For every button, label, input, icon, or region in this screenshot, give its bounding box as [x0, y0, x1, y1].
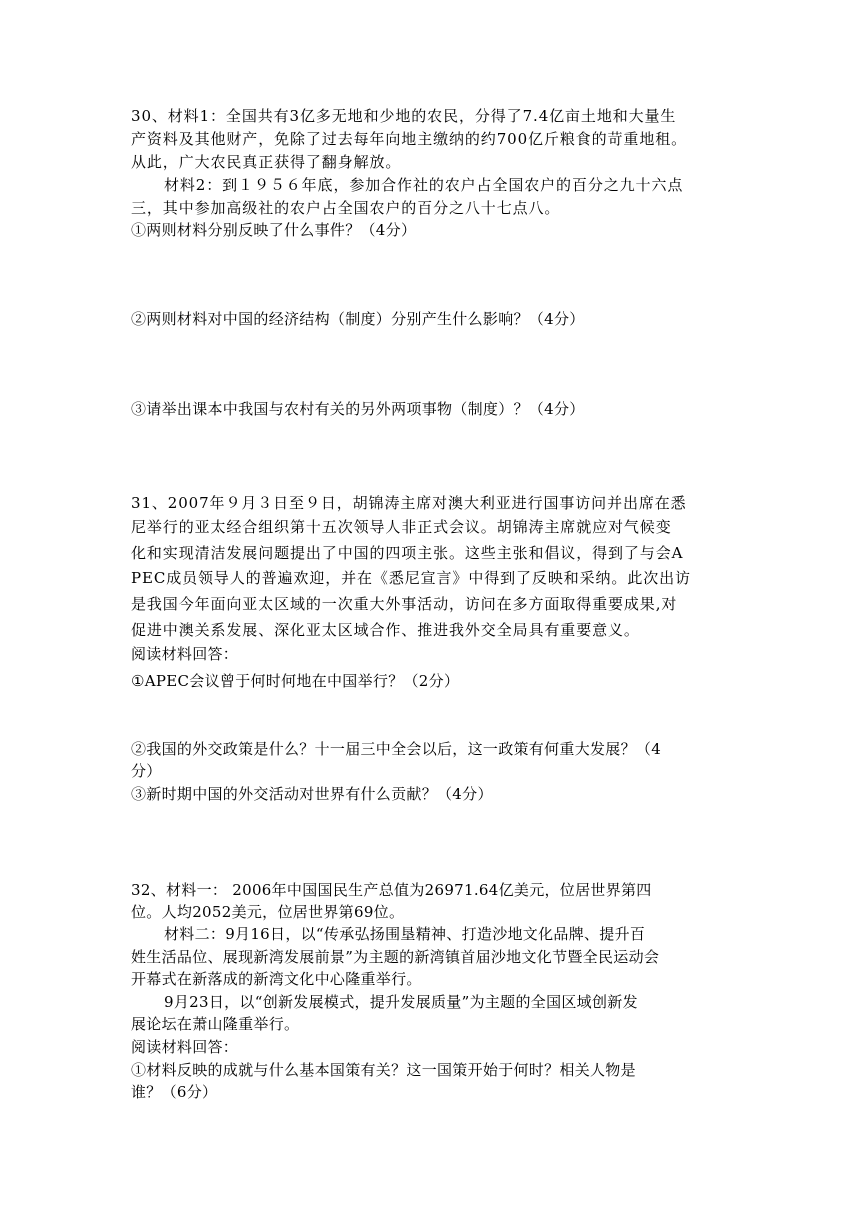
q32-question-1-line-2: 谁？（6分）: [131, 1083, 218, 1101]
q30-material-2-line-1: 材料2：到１９５６年底，参加合作社的农户占全国农户的百分之九十六点: [164, 176, 684, 194]
q30-material-1-line-1: 30、材料1：全国共有3亿多无地和少地的农民，分得了7.4亿亩土地和大量生: [131, 107, 677, 125]
q32-material-1-line-2: 位。人均2052美元，位居世界第69位。: [131, 903, 405, 921]
q31-question-3: ③新时期中国的外交活动对世界有什么贡献？（4分）: [131, 785, 493, 803]
q30-material-1-line-3: 从此，广大农民真正获得了翻身解放。: [131, 153, 402, 171]
q32-material-2-line-1: 材料二：9月16日，以“传承弘扬围垦精神、打造沙地文化品牌、提升百: [164, 925, 646, 943]
q32-material-2-line-3: 开幕式在新落成的新湾文化中心隆重举行。: [131, 970, 422, 988]
q31-read-instruction: 阅读材料回答：: [131, 645, 239, 663]
q31-material-line-3: 化和实现清洁发展问题提出了中国的四项主张。这些主张和倡议，得到了与会A: [131, 544, 684, 562]
q31-material-line-2: 尼举行的亚太经合组织第十五次领导人非正式会议。胡锦涛主席就应对气候变: [131, 518, 672, 536]
q31-question-2-line-2: 分）: [131, 762, 162, 780]
q31-material-line-5: 是我国今年面向亚太区域的一次重大外事活动，访问在多方面取得重要成果,对: [131, 595, 678, 613]
q30-question-2: ②两则材料对中国的经济结构（制度）分别产生什么影响？（4分）: [131, 310, 585, 328]
q32-read-instruction: 阅读材料回答：: [131, 1038, 239, 1056]
q30-question-3: ③请举出课本中我国与农村有关的另外两项事物（制度）？（4分）: [131, 400, 585, 418]
q32-material-3-line-2: 展论坛在萧山隆重举行。: [131, 1015, 300, 1033]
q32-material-1-line-1: 32、材料一： 2006年中国国民生产总值为26971.64亿美元，位居世界第四: [131, 881, 652, 899]
q30-question-1: ①两则材料分别反映了什么事件？（4分）: [131, 221, 417, 239]
q32-material-3-line-1: 9月23日，以“创新发展模式，提升发展质量”为主题的全国区域创新发: [164, 993, 638, 1011]
q30-material-2-line-2: 三，其中参加高级社的农户占全国农户的百分之八十七点八。: [131, 199, 561, 217]
q31-material-line-6: 促进中澳关系发展、深化亚太区域合作、推进我外交全局具有重要意义。: [131, 621, 640, 639]
q30-material-1-line-2: 产资料及其他财产，免除了过去每年向地主缴纳的约700亿斤粮食的苛重地租。: [131, 130, 688, 148]
q32-material-2-line-2: 姓生活品位、展现新湾发展前景”为主题的新湾镇首届沙地文化节暨全民运动会: [131, 948, 660, 966]
q32-question-1-line-1: ①材料反映的成就与什么基本国策有关？这一国策开始于何时？相关人物是: [131, 1061, 636, 1079]
q31-question-1: ①APEC会议曾于何时何地在中国举行？（2分）: [131, 672, 460, 690]
q31-material-line-4: PEC成员领导人的普遍欢迎，并在《悉尼宣言》中得到了反映和采纳。此次出访: [131, 569, 691, 587]
q31-question-2-line-1: ②我国的外交政策是什么？十一届三中全会以后，这一政策有何重大发展？（4: [131, 740, 662, 758]
q31-material-line-1: 31、2007年９月３日至９日，胡锦涛主席对澳大利亚进行国事访问并出席在悉: [131, 494, 687, 512]
